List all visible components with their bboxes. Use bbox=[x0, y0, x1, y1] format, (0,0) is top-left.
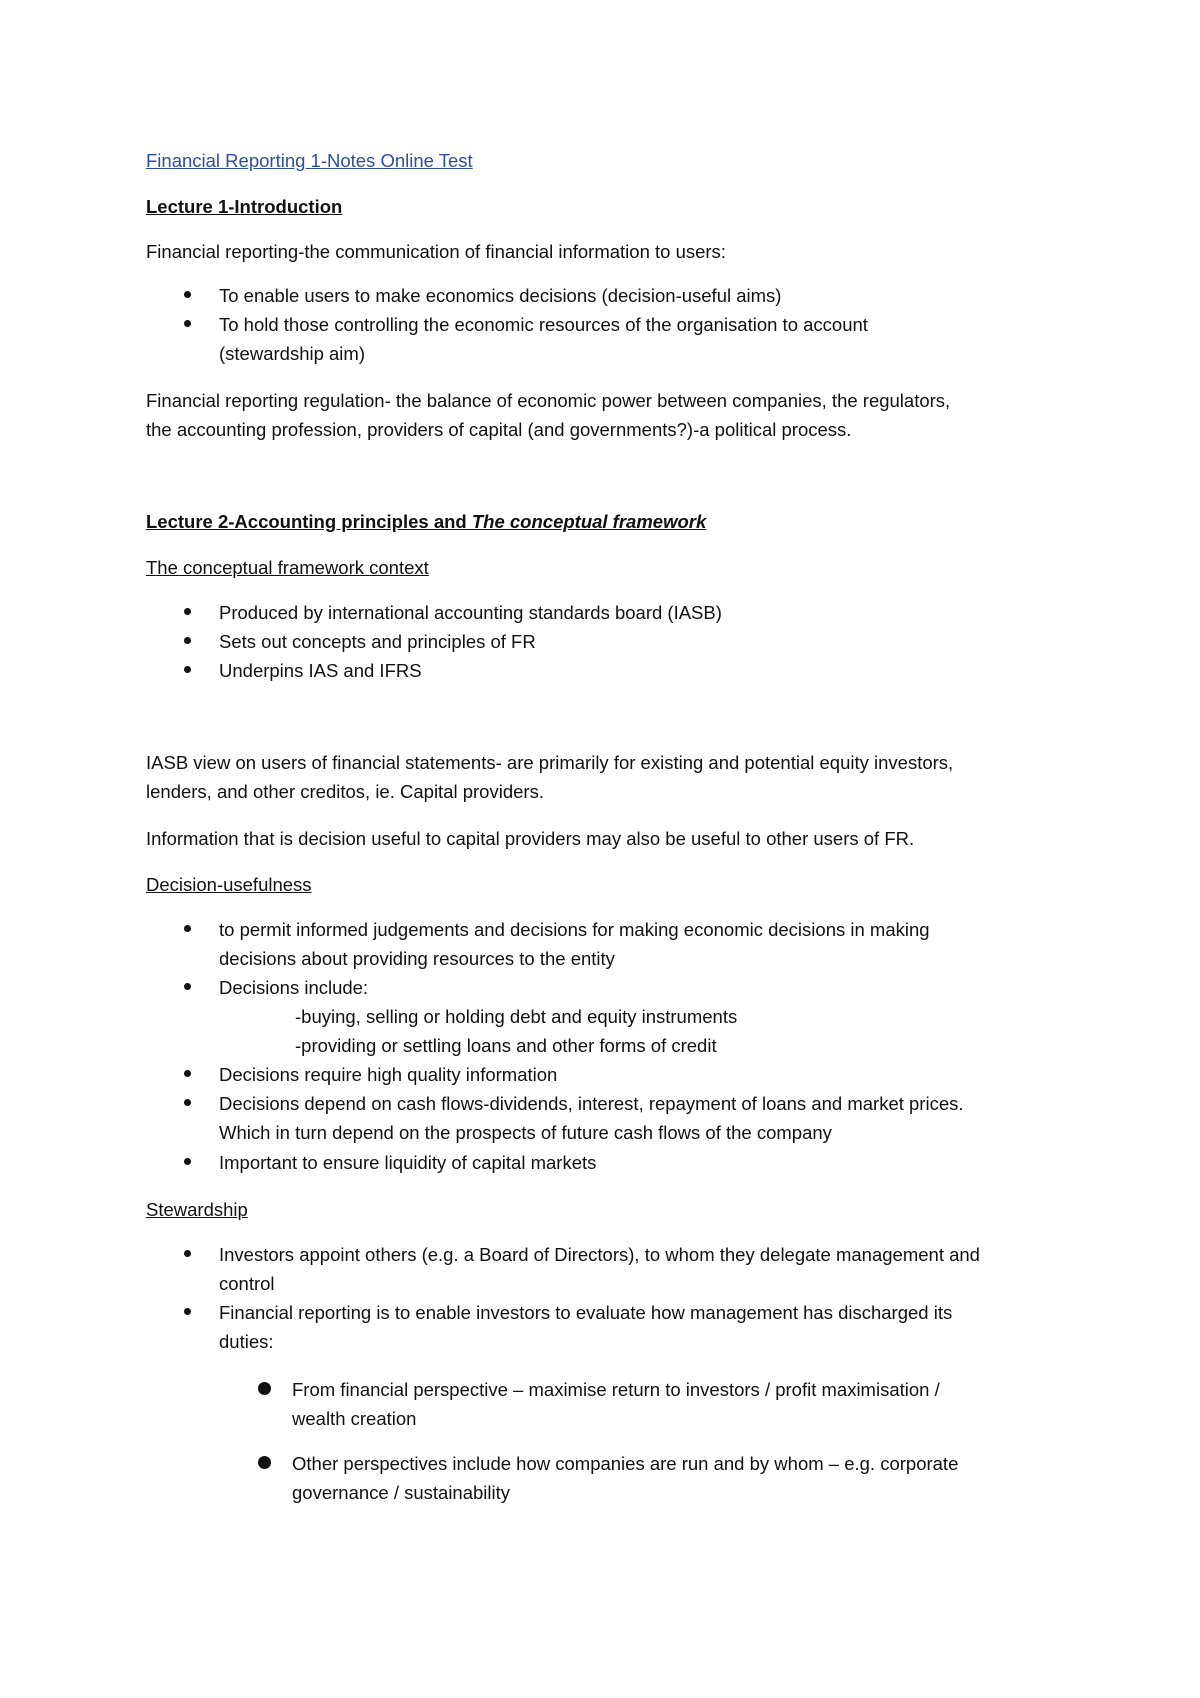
large-bullet-icon bbox=[258, 1456, 271, 1469]
sub-list-item-continuation: governance / sustainability bbox=[292, 1482, 511, 1503]
list-item: Underpins IAS and IFRS bbox=[219, 660, 422, 681]
lecture2-heading-text: Lecture 2-Accounting principles and bbox=[146, 511, 472, 532]
bullet-icon bbox=[184, 608, 191, 615]
list-item-continuation: duties: bbox=[219, 1331, 274, 1352]
stewardship-heading: Stewardship bbox=[146, 1199, 248, 1220]
lecture2-heading-italic: The conceptual framework bbox=[471, 511, 707, 532]
paragraph-line: Financial reporting regulation- the balance of economic power between companies, the regulators, bbox=[146, 390, 951, 411]
list-item: To hold those controlling the economic resources of the organisation to account bbox=[219, 314, 868, 335]
bullet-icon bbox=[184, 320, 191, 327]
list-item: To enable users to make economics decisions (decision-useful aims) bbox=[219, 285, 782, 306]
bullet-icon bbox=[184, 291, 191, 298]
large-bullet-icon bbox=[258, 1382, 271, 1395]
paragraph-line: IASB view on users of financial statements- are primarily for existing and potential equity investors, bbox=[146, 752, 954, 773]
list-item-continuation: Which in turn depend on the prospects of future cash flows of the company bbox=[219, 1122, 832, 1143]
bullet-icon bbox=[184, 637, 191, 644]
paragraph-line: the accounting profession, providers of capital (and governments?)-a political process. bbox=[146, 419, 852, 440]
bullet-icon bbox=[184, 1099, 191, 1106]
paragraph-line: Information that is decision useful to capital providers may also be useful to other users of FR. bbox=[146, 828, 915, 849]
list-item: Financial reporting is to enable investors to evaluate how management has discharged its bbox=[219, 1302, 953, 1323]
list-item-continuation: control bbox=[219, 1273, 275, 1294]
document-title: Financial Reporting 1-Notes Online Test bbox=[146, 150, 473, 171]
sub-item: -buying, selling or holding debt and equity instruments bbox=[295, 1006, 738, 1027]
lecture1-heading: Lecture 1-Introduction bbox=[146, 196, 343, 217]
bullet-icon bbox=[184, 983, 191, 990]
framework-heading: The conceptual framework context bbox=[146, 557, 429, 578]
sub-list-item-continuation: wealth creation bbox=[292, 1408, 417, 1429]
lecture2-heading bbox=[146, 507, 706, 536]
list-item: Decisions depend on cash flows-dividends, interest, repayment of loans and market prices. bbox=[219, 1093, 964, 1114]
paragraph-line: lenders, and other creditos, ie. Capital providers. bbox=[146, 781, 544, 802]
list-item: to permit informed judgements and decisions for making economic decisions in making bbox=[219, 919, 930, 940]
list-item-continuation: decisions about providing resources to the entity bbox=[219, 948, 615, 969]
bullet-icon bbox=[184, 925, 191, 932]
lecture1-intro: Financial reporting-the communication of financial information to users: bbox=[146, 241, 726, 262]
bullet-icon bbox=[184, 1070, 191, 1077]
bullet-icon bbox=[184, 666, 191, 673]
list-item: Produced by international accounting standards board (IASB) bbox=[219, 602, 722, 623]
bullet-icon bbox=[184, 1250, 191, 1257]
bullet-icon bbox=[184, 1158, 191, 1165]
list-item: Sets out concepts and principles of FR bbox=[219, 631, 536, 652]
bullet-icon bbox=[184, 1308, 191, 1315]
decision-usefulness-heading: Decision-usefulness bbox=[146, 874, 312, 895]
sub-item: -providing or settling loans and other forms of credit bbox=[295, 1035, 717, 1056]
sub-list-item: Other perspectives include how companies are run and by whom – e.g. corporate bbox=[292, 1453, 959, 1474]
list-item: Decisions require high quality information bbox=[219, 1064, 558, 1085]
sub-list-item: From financial perspective – maximise return to investors / profit maximisation / bbox=[292, 1379, 940, 1400]
list-item-continuation: (stewardship aim) bbox=[219, 343, 365, 364]
list-item: Decisions include: bbox=[219, 977, 369, 998]
list-item: Investors appoint others (e.g. a Board of Directors), to whom they delegate management and bbox=[219, 1244, 980, 1265]
list-item: Important to ensure liquidity of capital markets bbox=[219, 1152, 597, 1173]
